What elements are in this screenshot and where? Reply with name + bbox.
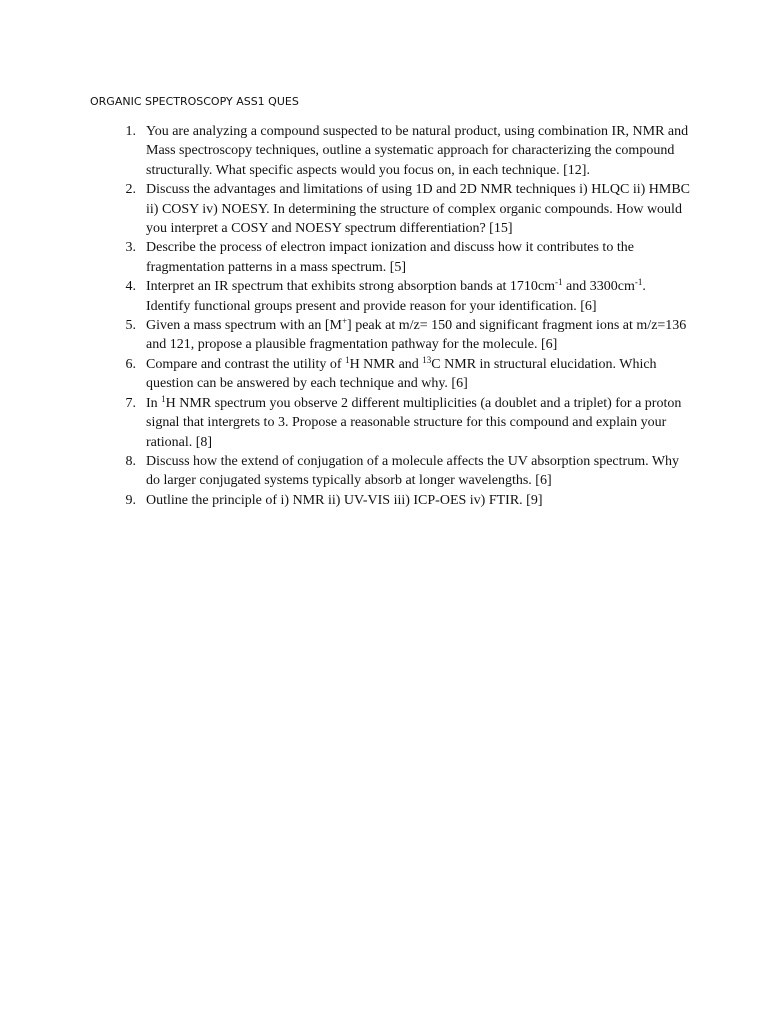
number-spacer xyxy=(136,238,146,277)
question-number: 8. xyxy=(125,453,136,469)
superscript: -1 xyxy=(555,277,563,288)
number-spacer xyxy=(136,316,146,355)
superscript: + xyxy=(341,316,348,327)
question-item xyxy=(90,394,690,452)
question-text xyxy=(146,180,690,238)
question-text xyxy=(146,122,690,180)
question-item xyxy=(90,122,690,180)
question-text-segment: Discuss how the extend of conjugation of a molecule affects the UV absorption spectrum. Why do larger conjugated systems typically absorb at longer wavelengths. [6] xyxy=(146,453,680,489)
question-text-segment: . Identify functional groups present and provide reason for your identification. [6] xyxy=(146,279,646,314)
document-title: ORGANIC SPECTROSCOPY ASS1 QUES xyxy=(90,95,299,108)
question-text-segment: In xyxy=(146,395,162,411)
question-text-segment: ] peak at m/z= 150 and significant fragment ions at m/z=136 and 121, propose a plausible fragmentation pathway for the molecule. [6] xyxy=(146,318,687,353)
question-text xyxy=(146,277,690,316)
question-number: 4. xyxy=(125,279,136,295)
question-text-segment: You are analyzing a compound suspected to be natural product, using combination IR, NMR and Mass spectroscopy techniques, outline a systematic approach for characterizing the compound structurally. What specific aspects would you focus on, in each technique. [12]. xyxy=(146,124,689,178)
question-text-segment: Interpret an IR spectrum that exhibits strong absorption bands at 1710cm xyxy=(146,279,556,295)
question-text xyxy=(146,491,690,510)
question-number: 5. xyxy=(125,318,136,334)
question-text xyxy=(146,238,690,277)
question-number: 2. xyxy=(125,182,136,198)
question-text-segment: C NMR in structural elucidation. Which question can be answered by each technique and why. [6] xyxy=(146,356,657,392)
number-spacer xyxy=(136,394,146,452)
question-number: 7. xyxy=(125,395,136,411)
question-item xyxy=(90,316,690,355)
question-text xyxy=(146,394,690,452)
question-item xyxy=(90,491,690,510)
question-item xyxy=(90,238,690,277)
superscript: 1 xyxy=(345,354,350,365)
question-item xyxy=(90,180,690,238)
question-text-segment: Given a mass spectrum with an [M xyxy=(146,318,342,334)
superscript: -1 xyxy=(634,277,643,288)
question-number: 6. xyxy=(125,356,136,372)
question-text-segment: Compare and contrast the utility of xyxy=(146,356,346,372)
question-number: 9. xyxy=(125,492,136,508)
question-item xyxy=(90,277,690,316)
question-text-segment: H NMR spectrum you observe 2 different multiplicities (a doublet and a triplet) for a proton signal that intergrets to 3. Propose a reasonable structure for this compound and explain your rational. [8] xyxy=(146,395,682,450)
number-spacer xyxy=(136,491,146,510)
superscript: 13 xyxy=(422,354,432,365)
question-item xyxy=(90,355,690,394)
number-spacer xyxy=(136,355,146,394)
superscript: 1 xyxy=(161,393,166,404)
question-text xyxy=(146,452,690,491)
question-text xyxy=(146,316,690,355)
question-text-segment: and 3300cm xyxy=(562,279,635,295)
question-text-segment: H NMR and xyxy=(349,356,423,372)
question-number: 3. xyxy=(125,240,136,256)
question-text-segment: Outline the principle of i) NMR ii) UV-VIS iii) ICP-OES iv) FTIR. [9] xyxy=(146,492,543,508)
number-spacer xyxy=(136,277,146,316)
number-spacer xyxy=(136,452,146,491)
question-item xyxy=(90,452,690,491)
number-spacer xyxy=(136,122,146,180)
question-list xyxy=(90,122,690,510)
question-text-segment: Describe the process of electron impact ionization and discuss how it contributes to the fragmentation patterns in a mass spectrum. [5] xyxy=(146,240,634,275)
question-text-segment: Discuss the advantages and limitations of using 1D and 2D NMR techniques i) HLQC ii) HMBC ii) COSY iv) NOESY. In determining the structure of complex organic compounds. How would you interpret a COSY and NOESY spectrum differentiation? [15] xyxy=(146,182,690,237)
question-text xyxy=(146,355,690,394)
number-spacer xyxy=(136,180,146,238)
question-number: 1. xyxy=(125,124,136,139)
